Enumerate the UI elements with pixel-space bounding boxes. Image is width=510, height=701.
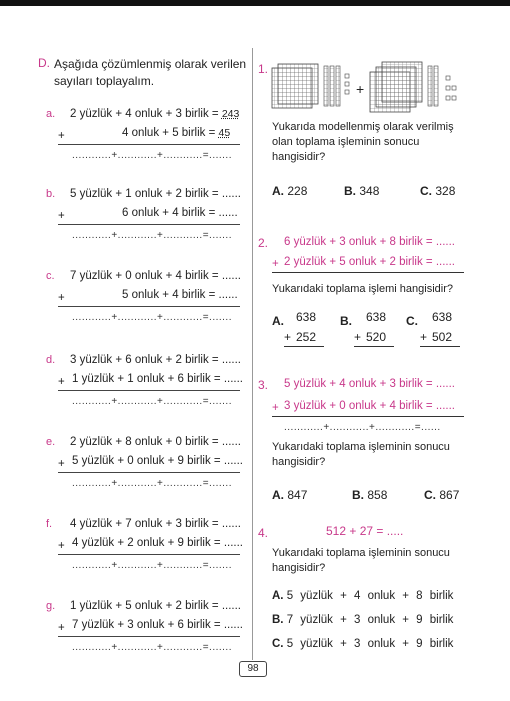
sum-blanks[interactable]: ............+............+............=....... [72,642,232,653]
q4-option-a[interactable]: A. 5 yüzlük + 4 onluk + 8 birlik [272,590,454,602]
plus-sign: + [58,376,65,388]
one-cube [345,74,349,78]
written-answer: 45 [218,127,231,139]
exercise-row-1: 2 yüzlük + 8 onluk + 0 birlik = ...... [70,436,241,448]
exercise-label: e. [46,436,56,448]
column-divider [252,48,253,660]
question-1-text: Yukarıda modellenmiş olarak verilmiş olan toplama işleminin sonucu hangisidir? [272,121,454,163]
exercise-row-1: 2 yüzlük + 4 onluk + 3 birlik = 243 [70,108,240,120]
question-4-number: 4. [258,526,269,540]
plus-sign: + [58,622,65,634]
q3-option-c[interactable]: C. 867 [424,488,460,502]
addition-line [58,554,240,555]
one-cube [446,86,450,90]
ten-rod [336,66,340,106]
question-2-text: Yukarıdaki toplama işlemi hangisidir? [272,283,453,295]
exercise-row-1: 5 yüzlük + 1 onluk + 2 birlik = ...... [70,188,241,200]
top-border [0,0,510,6]
exercise-label: f. [46,518,53,530]
section-letter: D. [38,56,50,70]
q1-option-b[interactable]: B. 348 [344,184,380,198]
q4-option-b[interactable]: B. 7 yüzlük + 3 onluk + 9 birlik [272,614,454,626]
exercise-row-1: 7 yüzlük + 0 onluk + 4 birlik = ...... [70,270,241,282]
exercise-row-2: 7 yüzlük + 3 onluk + 6 birlik = ...... [72,619,243,631]
hundred-block [278,64,318,104]
exercise-label: a. [46,108,56,120]
exercise-row-2: 4 yüzlük + 2 onluk + 9 birlik = ...... [72,537,243,549]
q3-option-a[interactable]: A. 847 [272,488,308,502]
exercise-label: g. [46,600,56,612]
sum-blanks[interactable]: ............+............+............=....... [72,560,232,571]
hundred-block [382,62,422,102]
sum-blanks[interactable]: ............+............+............=....... [72,312,232,323]
q4-expression: 512 + 27 = ..... [326,524,404,538]
question-4-text: Yukarıdaki toplama işleminin sonucu hangisidir? [272,547,450,574]
plus-sign: + [58,210,65,222]
q4-option-c[interactable]: C. 5 yüzlük + 3 onluk + 9 birlik [272,638,454,650]
q2-row-2: 2 yüzlük + 5 onluk + 2 birlik = ...... [284,256,455,268]
exercise-row-1: 4 yüzlük + 7 onluk + 3 birlik = ...... [70,518,241,530]
addition-line [58,306,240,307]
q3-row-2: 3 yüzlük + 0 onluk + 4 birlik = ...... [284,400,455,412]
q2-line [272,272,464,273]
q2-plus: + [272,258,279,270]
plus-sign: + [58,458,65,470]
plus-sign: + [356,81,365,97]
exercise-row-2: 5 onluk + 4 birlik = ...... [122,289,238,301]
question-1-number: 1. [258,62,269,76]
exercise-label: b. [46,188,56,200]
ten-rod [330,66,334,106]
one-cube [452,86,456,90]
plus-sign: + [58,292,65,304]
base-ten-blocks-svg [270,60,470,114]
question-3-number: 3. [258,378,269,392]
one-cube [446,76,450,80]
plus-sign: + [58,130,65,142]
one-cube [345,90,349,94]
ten-rod [434,66,438,106]
addition-line [58,144,240,145]
section-title: Aşağıda çözümlenmiş olarak verilen sayıları toplayalım. [54,57,247,88]
sum-blanks[interactable]: ............+............+............=....... [72,396,232,407]
sum-blanks[interactable]: ............+............+............=....... [72,230,232,241]
q3-row-1: 5 yüzlük + 4 onluk + 3 birlik = ...... [284,378,455,390]
exercise-row-2: 4 onluk + 5 birlik = 45 [122,127,231,139]
exercise-row-1: 3 yüzlük + 6 onluk + 2 birlik = ...... [70,354,241,366]
q3-sum-blanks: ............+............+............=...... [284,422,441,433]
one-cube [345,82,349,86]
exercise-row-2: 1 yüzlük + 1 onluk + 6 birlik = ...... [72,373,243,385]
exercise-label: c. [46,270,55,282]
one-cube [452,96,456,100]
q3-plus: + [272,402,279,414]
exercise-row-2: 6 onluk + 4 birlik = ...... [122,207,238,219]
exercise-label: d. [46,354,56,366]
q3-option-b[interactable]: B. 858 [352,488,388,502]
sum-blanks[interactable]: ............+............+............=....... [72,478,232,489]
addition-line [58,390,240,391]
question-2-number: 2. [258,236,269,250]
q1-option-c[interactable]: C. 328 [420,184,456,198]
addition-line [58,472,240,473]
page-number: 98 [239,661,267,677]
base-ten-blocks-model [270,60,470,114]
ten-rod [428,66,432,106]
question-3-text: Yukarıdaki toplama işleminin sonucu hangisidir? [272,441,450,468]
written-answer: 243 [221,108,240,120]
plus-sign: + [58,540,65,552]
one-cube [446,96,450,100]
exercise-row-1: 1 yüzlük + 5 onluk + 2 birlik = ...... [70,600,241,612]
exercise-row-2: 5 yüzlük + 0 onluk + 9 birlik = ...... [72,455,243,467]
sum-blanks[interactable]: ............+............+............=....... [72,150,232,161]
q1-option-a[interactable]: A. 228 [272,184,308,198]
q2-row-1: 6 yüzlük + 3 onluk + 8 birlik = ...... [284,236,455,248]
q3-line [272,416,464,417]
addition-line [58,224,240,225]
ten-rod [324,66,328,106]
addition-line [58,636,240,637]
